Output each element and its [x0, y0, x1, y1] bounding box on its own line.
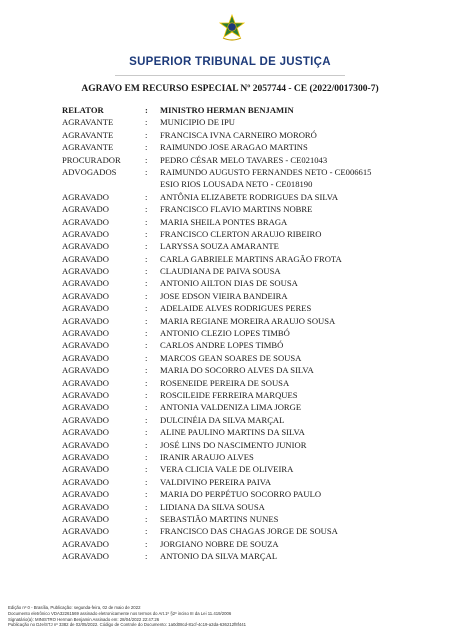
party-separator: : — [145, 315, 148, 326]
party-row — [62, 389, 452, 401]
party-separator: : — [145, 439, 148, 450]
party-row — [62, 141, 452, 153]
party-name: ALINE PAULINO MARTINS DA SILVA — [160, 427, 305, 438]
party-row — [62, 240, 452, 252]
party-separator: : — [145, 526, 148, 537]
case-title: AGRAVO EM RECURSO ESPECIAL Nº 2057744 - CE (2022/0017300-7) — [81, 84, 379, 94]
party-name: ANTÔNIA ELIZABETE RODRIGUES DA SILVA — [160, 191, 339, 202]
party-separator: : — [145, 340, 148, 351]
party-name: MARIA REGIANE MOREIRA ARAUJO SOUSA — [160, 315, 336, 326]
party-role: AGRAVADO — [62, 204, 109, 215]
party-name: ESIO RIOS LOUSADA NETO - CE018190 — [160, 179, 313, 190]
party-separator: : — [145, 414, 148, 425]
party-row — [62, 154, 452, 166]
party-separator: : — [145, 377, 148, 388]
party-separator: : — [145, 228, 148, 239]
party-role: AGRAVADO — [62, 538, 109, 549]
party-name: LARYSSA SOUZA AMARANTE — [160, 241, 279, 252]
party-separator: : — [145, 216, 148, 227]
party-name: CARLOS ANDRE LOPES TIMBÓ — [160, 340, 284, 351]
party-name: IRANIR ARAUJO ALVES — [160, 451, 254, 462]
party-row — [62, 116, 452, 128]
party-role: ADVOGADOS — [62, 166, 117, 177]
party-name: FRANCISCA IVNA CARNEIRO MORORÓ — [160, 129, 317, 140]
footer-signatory: Signatário(a): MINISTRO Herman Benjamin Assinado em: 28/04/2022 22:47:26 — [8, 616, 160, 622]
party-separator: : — [145, 352, 148, 363]
party-row — [62, 216, 452, 228]
party-name: MARCOS GEAN SOARES DE SOUSA — [160, 352, 302, 363]
party-row — [62, 538, 452, 550]
party-role: AGRAVADO — [62, 303, 109, 314]
party-separator: : — [145, 365, 148, 376]
party-role — [62, 178, 145, 190]
party-name: RAIMUNDO AUGUSTO FERNANDES NETO - CE006615 — [160, 166, 372, 177]
party-separator: : — [145, 266, 148, 277]
party-row — [62, 277, 452, 289]
party-role: AGRAVADO — [62, 464, 109, 475]
party-separator: : — [145, 489, 148, 500]
party-row — [62, 315, 452, 327]
party-name: DULCINÉIA DA SILVA MARÇAL — [160, 414, 285, 425]
party-row — [62, 253, 452, 265]
party-role: AGRAVADO — [62, 365, 109, 376]
party-row — [62, 352, 452, 364]
party-row — [62, 501, 452, 513]
party-role: PROCURADOR — [62, 154, 121, 165]
party-role: AGRAVADO — [62, 489, 109, 500]
party-name: MUNICIPIO DE IPU — [160, 117, 235, 128]
party-separator: : — [145, 538, 148, 549]
parties-list — [62, 104, 452, 562]
party-role: AGRAVANTE — [62, 117, 114, 128]
party-name: LIDIANA DA SILVA SOUSA — [160, 501, 265, 512]
party-role: AGRAVADO — [62, 191, 109, 202]
party-row — [62, 401, 452, 413]
party-name: JOSE EDSON VIEIRA BANDEIRA — [160, 290, 288, 301]
party-row — [62, 439, 452, 451]
party-name: MINISTRO HERMAN BENJAMIN — [160, 105, 294, 115]
party-role: AGRAVADO — [62, 328, 109, 339]
party-separator: : — [145, 290, 148, 301]
party-row — [62, 203, 452, 215]
party-row — [62, 550, 452, 562]
document-footer — [8, 605, 448, 628]
party-role: AGRAVADO — [62, 228, 109, 239]
party-separator: : — [145, 551, 148, 562]
party-row — [62, 166, 452, 178]
party-row — [62, 364, 452, 376]
coat-of-arms-icon — [219, 14, 245, 42]
party-name: FRANCISCO DAS CHAGAS JORGE DE SOUSA — [160, 526, 338, 537]
party-row — [62, 426, 452, 438]
party-separator: : — [145, 328, 148, 339]
party-row — [62, 104, 452, 116]
party-row — [62, 327, 452, 339]
party-row — [62, 191, 452, 203]
party-separator: : — [145, 166, 148, 177]
footer-signature-note: Documento eletrônico VDA32261569 assinado eletronicamente nos termos do Art.1º §2º inciso III da Lei 11.419/2006 — [8, 610, 232, 616]
party-name: MARIA DO SOCORRO ALVES DA SILVA — [160, 365, 314, 376]
party-name: ROSENEIDE PEREIRA DE SOUSA — [160, 377, 290, 388]
party-name: ADELAIDE ALVES RODRIGUES PERES — [160, 303, 312, 314]
party-role: AGRAVADO — [62, 241, 109, 252]
party-name: JOSÉ LINS DO NASCIMENTO JUNIOR — [160, 439, 307, 450]
party-row — [62, 476, 452, 488]
party-name: ANTONIO CLEZIO LOPES TIMBÓ — [160, 328, 290, 339]
party-role: AGRAVADO — [62, 501, 109, 512]
party-separator: : — [145, 427, 148, 438]
party-separator: : — [145, 253, 148, 264]
party-name: CLAUDIANA DE PAIVA SOUSA — [160, 266, 281, 277]
party-role: AGRAVADO — [62, 216, 109, 227]
party-name: ANTONIO DA SILVA MARÇAL — [160, 551, 278, 562]
party-row — [62, 488, 452, 500]
party-separator: : — [145, 129, 148, 140]
party-role: AGRAVADO — [62, 513, 109, 524]
party-name: MARIA DO PERPÉTUO SOCORRO PAULO — [160, 489, 322, 500]
party-separator: : — [145, 105, 148, 115]
header-divider — [115, 75, 345, 76]
party-name: ANTONIA VALDENIZA LIMA JORGE — [160, 402, 302, 413]
party-role: AGRAVADO — [62, 377, 109, 388]
party-separator: : — [145, 464, 148, 475]
party-name: FRANCISCO CLERTON ARAUJO RIBEIRO — [160, 228, 322, 239]
party-role: AGRAVADO — [62, 526, 109, 537]
party-role: AGRAVADO — [62, 290, 109, 301]
party-role: AGRAVADO — [62, 476, 109, 487]
party-role: RELATOR — [62, 105, 104, 115]
party-separator: : — [145, 142, 148, 153]
party-row — [62, 228, 452, 240]
party-row — [62, 414, 452, 426]
court-name: SUPERIOR TRIBUNAL DE JUSTIÇA — [129, 56, 331, 68]
party-name: JORGIANO NOBRE DE SOUZA — [160, 538, 279, 549]
party-role: AGRAVADO — [62, 389, 109, 400]
party-row — [62, 451, 452, 463]
party-name: VERA CLICIA VALE DE OLIVEIRA — [160, 464, 294, 475]
party-role: AGRAVANTE — [62, 142, 114, 153]
party-separator: : — [145, 501, 148, 512]
party-row — [62, 178, 452, 190]
party-role: AGRAVADO — [62, 451, 109, 462]
party-role: AGRAVADO — [62, 278, 109, 289]
party-separator: : — [145, 204, 148, 215]
party-separator: : — [145, 278, 148, 289]
party-row — [62, 265, 452, 277]
party-role: AGRAVADO — [62, 402, 109, 413]
party-role: AGRAVADO — [62, 253, 109, 264]
party-role: AGRAVADO — [62, 414, 109, 425]
party-role: AGRAVADO — [62, 352, 109, 363]
party-name: CARLA GABRIELE MARTINS ARAGÃO FROTA — [160, 253, 342, 264]
party-separator: : — [145, 154, 148, 165]
party-row — [62, 129, 452, 141]
party-row — [62, 513, 452, 525]
party-name: RAIMUNDO JOSE ARAGAO MARTINS — [160, 142, 308, 153]
party-name: FRANCISCO FLAVIO MARTINS NOBRE — [160, 204, 313, 215]
party-role: AGRAVANTE — [62, 129, 114, 140]
party-role: AGRAVADO — [62, 439, 109, 450]
party-name: SEBASTIÃO MARTINS NUNES — [160, 513, 279, 524]
party-row — [62, 463, 452, 475]
party-row — [62, 290, 452, 302]
party-role: AGRAVADO — [62, 340, 109, 351]
party-separator: : — [145, 513, 148, 524]
party-separator: : — [145, 389, 148, 400]
party-name: ROSCILEIDE FERREIRA MARQUES — [160, 389, 298, 400]
party-role: AGRAVADO — [62, 266, 109, 277]
party-name: ANTONIO AILTON DIAS DE SOUSA — [160, 278, 298, 289]
party-role: AGRAVADO — [62, 551, 109, 562]
party-separator: : — [145, 241, 148, 252]
party-name: PEDRO CÉSAR MELO TAVARES - CE021043 — [160, 154, 328, 165]
party-row — [62, 339, 452, 351]
party-row — [62, 525, 452, 537]
party-separator: : — [145, 451, 148, 462]
party-separator — [145, 178, 160, 190]
footer-publication: Publicação no DJe/STJ nº 3382 de 02/05/2022. Código de Controle do Documento: 1a0d08cd-81cf-4c19-a3da-636212f8f441 — [8, 622, 247, 628]
party-row — [62, 302, 452, 314]
party-name: MARIA SHEILA PONTES BRAGA — [160, 216, 288, 227]
party-separator: : — [145, 476, 148, 487]
party-separator: : — [145, 402, 148, 413]
party-separator: : — [145, 303, 148, 314]
party-name: VALDIVINO PEREIRA PAIVA — [160, 476, 272, 487]
party-role: AGRAVADO — [62, 315, 109, 326]
footer-edition: Edição nº 0 - Brasília, Publicação: segunda-feira, 02 de maio de 2022 — [8, 605, 141, 610]
party-separator: : — [145, 191, 148, 202]
party-separator: : — [145, 117, 148, 128]
party-role: AGRAVADO — [62, 427, 109, 438]
party-row — [62, 377, 452, 389]
